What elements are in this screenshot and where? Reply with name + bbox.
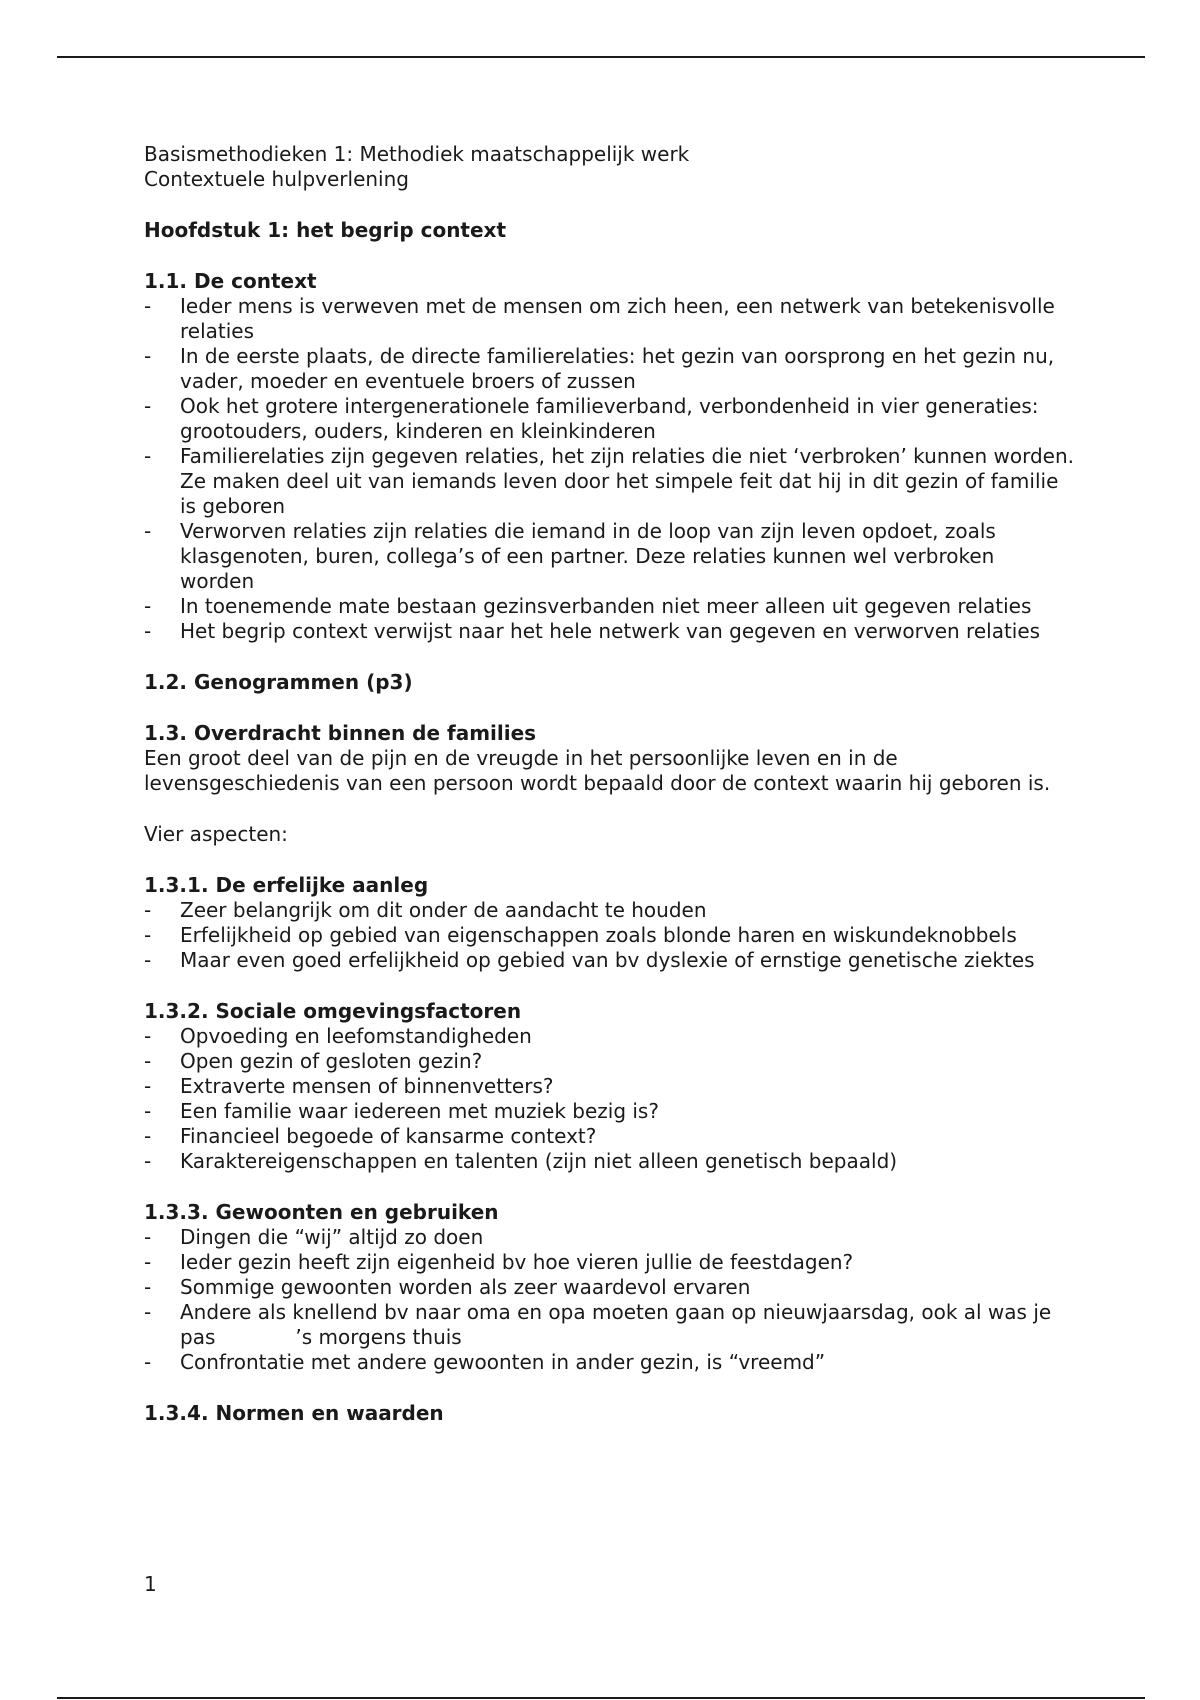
list-item: - In toenemende mate bestaan gezinsverbanden niet meer alleen uit gegeven relaties xyxy=(144,594,1074,619)
list-item: - Verworven relaties zijn relaties die iemand in de loop van zijn leven opdoet, zoals klasgenoten, buren, collega’s of een partner. Deze relaties kunnen wel verbroken worden xyxy=(144,519,1074,594)
footer-rule xyxy=(57,1697,1145,1699)
list-item: - Ieder gezin heeft zijn eigenheid bv hoe vieren jullie de feestdagen? xyxy=(144,1250,1074,1275)
section-heading-1-3: 1.3. Overdracht binnen de families xyxy=(144,721,537,745)
list-item: - Familierelaties zijn gegeven relaties, het zijn relaties die niet ‘verbroken’ kunnen worden. Ze maken deel uit van iemands leven door het simpele feit dat hij in dit gezin of familie is geboren xyxy=(144,444,1074,519)
list-item-text-part-2: ’s morgens thuis xyxy=(295,1325,462,1349)
document-subtitle: Contextuele hulpverlening xyxy=(144,167,409,191)
bullet-list-1-3-2 xyxy=(144,1024,1074,1174)
header-rule xyxy=(57,56,1145,58)
aspects-intro: Vier aspecten: xyxy=(144,822,288,846)
section-heading-1-3-2: 1.3.2. Sociale omgevingsfactoren xyxy=(144,999,522,1023)
document-body xyxy=(144,142,1074,1426)
list-item: - Ieder mens is verweven met de mensen om zich heen, een netwerk van betekenisvolle relaties xyxy=(144,294,1074,344)
list-item: - Erfelijkheid op gebied van eigenschappen zoals blonde haren en wiskundeknobbels xyxy=(144,923,1074,948)
bullet-list-1-3-3 xyxy=(144,1225,1074,1375)
list-item: - Financieel begoede of kansarme context? xyxy=(144,1124,1074,1149)
bullet-list-1-1 xyxy=(144,294,1074,644)
list-item: - Ook het grotere intergenerationele familieverband, verbondenheid in vier generaties: grootouders, ouders, kinderen en kleinkinderen xyxy=(144,394,1074,444)
section-paragraph-1-3: Een groot deel van de pijn en de vreugde in het persoonlijke leven en in de levensgeschiedenis van een persoon wordt bepaald door de context waarin hij geboren is. xyxy=(144,746,1051,795)
list-item: - Het begrip context verwijst naar het hele netwerk van gegeven en verworven relaties xyxy=(144,619,1074,644)
list-item: - Sommige gewoonten worden als zeer waardevol ervaren xyxy=(144,1275,1074,1300)
section-heading-1-1: 1.1. De context xyxy=(144,269,317,293)
list-item: - Confrontatie met andere gewoonten in ander gezin, is “vreemd” xyxy=(144,1350,1074,1375)
section-heading-1-3-1: 1.3.1. De erfelijke aanleg xyxy=(144,873,429,897)
page-number: 1 xyxy=(144,1572,157,1596)
list-item: - Opvoeding en leefomstandigheden xyxy=(144,1024,1074,1049)
list-item: - Open gezin of gesloten gezin? xyxy=(144,1049,1074,1074)
list-item: - Karaktereigenschappen en talenten (zijn niet alleen genetisch bepaald) xyxy=(144,1149,1074,1174)
list-item: - Dingen die “wij” altijd zo doen xyxy=(144,1225,1074,1250)
section-heading-1-3-4: 1.3.4. Normen en waarden xyxy=(144,1401,444,1425)
list-item: - In de eerste plaats, de directe familierelaties: het gezin van oorsprong en het gezin nu, vader, moeder en eventuele broers of zussen xyxy=(144,344,1074,394)
list-item-text-part-1: Andere als knellend bv naar oma en opa moeten gaan op nieuwjaarsdag, ook al was je pas xyxy=(180,1300,1052,1349)
section-heading-1-2: 1.2. Genogrammen (p3) xyxy=(144,670,413,694)
list-item: - Maar even goed erfelijkheid op gebied van bv dyslexie of ernstige genetische ziektes xyxy=(144,948,1074,973)
list-item xyxy=(144,1300,1074,1350)
section-heading-1-3-3: 1.3.3. Gewoonten en gebruiken xyxy=(144,1200,499,1224)
chapter-heading: Hoofdstuk 1: het begrip context xyxy=(144,218,507,242)
list-item: - Een familie waar iedereen met muziek bezig is? xyxy=(144,1099,1074,1124)
bullet-list-1-3-1 xyxy=(144,898,1074,973)
document-title: Basismethodieken 1: Methodiek maatschappelijk werk xyxy=(144,142,690,166)
list-item: - Zeer belangrijk om dit onder de aandacht te houden xyxy=(144,898,1074,923)
list-item: - Extraverte mensen of binnenvetters? xyxy=(144,1074,1074,1099)
